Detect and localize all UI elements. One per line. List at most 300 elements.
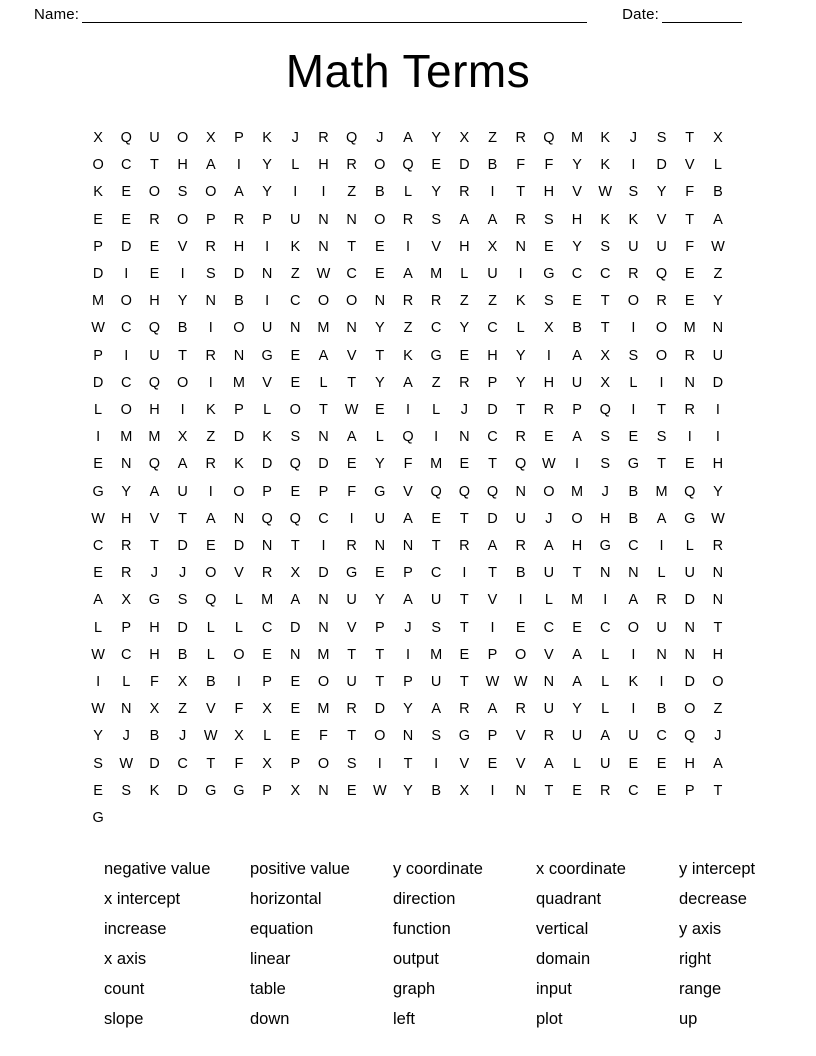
grid-letter: A: [93, 592, 103, 609]
grid-letter: O: [289, 402, 301, 419]
grid-letter: I: [405, 238, 410, 255]
grid-letter: Q: [346, 130, 358, 146]
grid-letter: E: [656, 755, 667, 772]
grid-letter: Y: [374, 592, 385, 609]
grid-letter: E: [374, 565, 385, 582]
grid-letter: R: [684, 402, 695, 419]
grid-letter: D: [177, 782, 188, 799]
word-list-item: negative value: [104, 860, 211, 879]
grid-letter: L: [206, 619, 215, 636]
date-label: Date:: [622, 6, 659, 23]
grid-letter: S: [544, 293, 554, 310]
grid-letter: O: [120, 293, 132, 310]
word-list-item: graph: [393, 980, 436, 999]
grid-letter: E: [572, 782, 582, 799]
grid-letter: F: [234, 701, 244, 718]
grid-letter: N: [543, 674, 555, 691]
grid-letter: Y: [515, 347, 526, 364]
grid-letter: C: [543, 619, 555, 636]
grid-letter: R: [149, 211, 160, 228]
grid-letter: Z: [347, 184, 357, 201]
grid-letter: E: [459, 646, 470, 663]
grid-letter: O: [148, 184, 161, 201]
grid-letter: P: [572, 402, 582, 419]
grid-letter: C: [599, 619, 611, 636]
grid-letter: Q: [120, 130, 132, 146]
grid-letter: N: [628, 565, 639, 582]
grid-letter: B: [374, 184, 385, 201]
grid-letter: M: [232, 374, 245, 391]
grid-letter: E: [346, 456, 357, 473]
grid-letter: A: [403, 266, 413, 283]
grid-letter: W: [485, 674, 500, 691]
grid-letter: I: [124, 266, 129, 283]
grid-letter: D: [92, 266, 104, 283]
grid-letter: F: [685, 184, 695, 201]
grid-letter: Q: [655, 266, 668, 283]
grid-letter: E: [262, 646, 272, 663]
grid-letter: N: [684, 619, 695, 636]
grid-letter: L: [601, 646, 610, 663]
grid-letter: J: [601, 483, 609, 500]
grid-letter: S: [600, 238, 611, 255]
grid-letter: P: [93, 347, 103, 364]
grid-letter: L: [263, 402, 272, 419]
grid-letter: R: [346, 157, 357, 174]
grid-letter: T: [459, 619, 469, 636]
grid-letter: C: [571, 266, 583, 283]
grid-letter: N: [684, 646, 695, 663]
grid-letter: V: [459, 755, 470, 772]
grid-letter: L: [432, 402, 441, 419]
grid-letter: R: [543, 728, 555, 745]
grid-letter: T: [516, 402, 526, 419]
grid-letter: F: [319, 728, 328, 745]
grid-letter: R: [543, 402, 555, 419]
grid-letter: N: [684, 374, 695, 391]
grid-letter: R: [515, 429, 526, 446]
grid-letter: E: [374, 266, 385, 283]
grid-letter: K: [600, 130, 611, 146]
grid-letter: F: [347, 483, 357, 500]
grid-letter: Y: [713, 293, 723, 310]
grid-letter: O: [233, 646, 245, 663]
grid-letter: T: [150, 538, 159, 555]
word-list-item: decrease: [679, 890, 747, 909]
grid-letter: Z: [178, 701, 188, 718]
grid-letter: A: [403, 130, 413, 146]
grid-letter: I: [208, 320, 213, 337]
grid-letter: K: [600, 157, 611, 174]
grid-letter: E: [290, 701, 301, 718]
grid-letter: B: [177, 646, 188, 663]
grid-letter: Y: [572, 701, 582, 718]
grid-letter: O: [571, 510, 583, 527]
grid-letter: X: [600, 374, 611, 391]
grid-letter: L: [573, 755, 582, 772]
grid-letter: Y: [431, 184, 441, 201]
grid-letter: R: [261, 565, 273, 582]
grid-letter: E: [93, 456, 103, 473]
grid-letter: X: [600, 347, 611, 364]
grid-letter: V: [262, 374, 272, 391]
grid-letter: I: [687, 429, 692, 446]
grid-letter: H: [149, 293, 160, 310]
grid-letter: M: [570, 483, 584, 500]
grid-letter: G: [374, 483, 386, 500]
grid-letter: I: [518, 592, 523, 609]
grid-letter: E: [684, 293, 695, 310]
grid-letter: I: [715, 429, 720, 446]
grid-letter: H: [684, 755, 695, 772]
grid-letter: Y: [374, 374, 385, 391]
grid-letter: X: [121, 592, 132, 609]
grid-letter: P: [487, 728, 498, 745]
grid-letter: A: [487, 211, 498, 228]
grid-letter: A: [234, 184, 244, 201]
grid-letter: U: [656, 619, 667, 636]
grid-letter: J: [404, 619, 412, 636]
grid-letter: O: [317, 674, 330, 691]
page-title: Math Terms: [285, 45, 531, 97]
grid-letter: I: [715, 402, 720, 419]
word-list-item: function: [393, 920, 451, 939]
grid-letter: I: [96, 674, 101, 691]
grid-letter: D: [684, 674, 695, 691]
grid-letter: E: [628, 429, 639, 446]
grid-letter: S: [431, 211, 441, 228]
grid-letter: Q: [515, 456, 527, 473]
grid-letter: V: [572, 184, 582, 201]
grid-letter: I: [462, 565, 467, 582]
word-list-item: slope: [104, 1010, 144, 1029]
grid-letter: A: [572, 674, 582, 691]
grid-letter: J: [178, 565, 187, 582]
grid-letter: R: [121, 538, 132, 555]
grid-letter: R: [233, 211, 245, 228]
grid-letter: X: [290, 565, 301, 582]
grid-letter: U: [543, 565, 555, 582]
word-list-item: left: [393, 1010, 416, 1029]
grid-letter: L: [629, 374, 638, 391]
grid-letter: H: [149, 619, 160, 636]
grid-letter: S: [600, 429, 611, 446]
grid-letter: J: [545, 510, 553, 527]
grid-letter: A: [656, 510, 667, 527]
grid-letter: L: [657, 565, 666, 582]
grid-letter: F: [234, 755, 244, 772]
grid-letter: U: [346, 592, 357, 609]
grid-letter: A: [346, 429, 357, 446]
grid-letter: C: [628, 538, 639, 555]
grid-letter: A: [403, 510, 413, 527]
grid-letter: E: [544, 429, 554, 446]
grid-letter: A: [205, 510, 216, 527]
grid-letter: W: [119, 755, 134, 772]
grid-letter: L: [319, 374, 328, 391]
grid-letter: S: [346, 755, 357, 772]
grid-letter: I: [631, 701, 636, 718]
grid-letter: M: [655, 483, 668, 500]
grid-letter: R: [515, 701, 526, 718]
grid-letter: I: [518, 266, 523, 283]
grid-letter: C: [346, 266, 357, 283]
grid-letter: E: [93, 211, 103, 228]
grid-letter: A: [487, 538, 498, 555]
grid-letter: B: [572, 320, 582, 337]
grid-letter: Q: [430, 483, 442, 500]
grid-letter: E: [290, 483, 301, 500]
word-list-item: table: [250, 980, 286, 999]
word-list-item: quadrant: [536, 890, 602, 909]
grid-letter: G: [92, 483, 104, 500]
grid-letter: D: [487, 402, 498, 419]
grid-letter: I: [434, 429, 439, 446]
grid-letter: N: [599, 565, 611, 582]
grid-letter: Z: [488, 130, 497, 146]
grid-letter: P: [262, 483, 272, 500]
grid-letter: Z: [403, 320, 413, 337]
grid-letter: G: [684, 510, 696, 527]
grid-letter: S: [93, 755, 103, 772]
grid-letter: D: [233, 266, 245, 283]
grid-letter: O: [374, 728, 386, 745]
grid-letter: I: [631, 157, 636, 174]
grid-letter: J: [178, 728, 187, 745]
word-list-item: up: [679, 1010, 698, 1029]
grid-letter: H: [177, 157, 188, 174]
grid-letter: V: [149, 510, 160, 527]
grid-letter: R: [684, 347, 695, 364]
grid-letter: I: [124, 347, 129, 364]
grid-letter: I: [659, 674, 664, 691]
grid-letter: R: [656, 293, 667, 310]
grid-letter: C: [121, 320, 132, 337]
grid-letter: S: [628, 347, 639, 364]
word-list-item: horizontal: [250, 890, 322, 909]
grid-letter: P: [93, 238, 103, 255]
word-list-item: y intercept: [679, 860, 756, 879]
word-list-item: increase: [104, 920, 167, 939]
grid-letter: E: [374, 238, 385, 255]
grid-letter: E: [459, 456, 470, 473]
grid-letter: O: [176, 374, 189, 391]
grid-letter: U: [149, 130, 160, 146]
grid-letter: H: [149, 402, 160, 419]
grid-letter: L: [375, 429, 384, 446]
date-write-line[interactable]: [662, 9, 742, 23]
grid-letter: Z: [206, 429, 216, 446]
grid-letter: I: [405, 646, 410, 663]
grid-letter: I: [349, 510, 354, 527]
grid-letter: N: [233, 510, 245, 527]
grid-letter: U: [177, 483, 188, 500]
grid-letter: N: [656, 646, 667, 663]
grid-letter: U: [346, 674, 357, 691]
grid-letter: I: [180, 266, 185, 283]
grid-letter: N: [318, 619, 329, 636]
word-list-item: linear: [250, 950, 291, 969]
grid-letter: L: [94, 402, 103, 419]
grid-letter: X: [262, 755, 272, 772]
grid-letter: A: [572, 429, 582, 446]
grid-letter: O: [317, 755, 330, 772]
grid-letter: J: [291, 130, 299, 146]
grid-letter: E: [628, 755, 639, 772]
word-search-grid: [84, 125, 732, 832]
grid-letter: N: [459, 429, 470, 446]
grid-letter: A: [318, 347, 329, 364]
grid-letter: C: [430, 565, 442, 582]
grid-letter: I: [490, 782, 495, 799]
grid-letter: M: [317, 701, 330, 718]
grid-letter: A: [713, 755, 723, 772]
grid-letter: E: [346, 782, 357, 799]
grid-letter: B: [628, 483, 639, 500]
grid-letter: W: [91, 320, 105, 337]
grid-letter: W: [316, 266, 331, 283]
grid-letter: Z: [488, 293, 497, 310]
grid-letter: H: [459, 238, 470, 255]
grid-letter: M: [570, 592, 584, 609]
grid-letter: K: [290, 238, 301, 255]
grid-letter: T: [488, 456, 497, 473]
grid-letter: D: [712, 374, 724, 391]
grid-letter: A: [149, 483, 160, 500]
grid-letter: X: [544, 320, 554, 337]
grid-letter: G: [430, 347, 442, 364]
grid-letter: U: [374, 510, 386, 527]
grid-letter: C: [121, 374, 132, 391]
grid-letter: D: [290, 619, 301, 636]
grid-letter: T: [516, 184, 526, 201]
grid-letter: D: [121, 238, 132, 255]
grid-letter: E: [515, 619, 526, 636]
grid-letter: Z: [431, 374, 441, 391]
grid-letter: D: [318, 456, 329, 473]
grid-letter: B: [487, 157, 498, 174]
grid-letter: U: [430, 592, 442, 609]
grid-letter: I: [236, 674, 241, 691]
grid-letter: V: [177, 238, 188, 255]
grid-letter: U: [543, 701, 555, 718]
grid-letter: H: [149, 646, 160, 663]
grid-letter: G: [205, 782, 217, 799]
grid-letter: S: [600, 456, 611, 473]
word-list-item: right: [679, 950, 712, 969]
grid-letter: M: [683, 320, 696, 337]
grid-letter: O: [205, 565, 217, 582]
grid-letter: U: [571, 728, 583, 745]
grid-letter: H: [543, 374, 555, 391]
grid-letter: E: [290, 728, 301, 745]
grid-letter: T: [178, 510, 188, 527]
grid-letter: G: [599, 538, 611, 555]
grid-letter: E: [149, 266, 160, 283]
grid-letter: U: [290, 211, 301, 228]
grid-letter: D: [656, 157, 667, 174]
grid-letter: E: [572, 293, 582, 310]
grid-letter: Q: [289, 510, 301, 527]
grid-letter: W: [542, 456, 556, 473]
grid-letter: E: [431, 510, 441, 527]
grid-letter: P: [262, 211, 272, 228]
grid-letter: H: [599, 510, 611, 527]
word-list-item: direction: [393, 890, 456, 909]
grid-letter: T: [459, 674, 469, 691]
grid-letter: P: [374, 619, 385, 636]
word-list-item: count: [104, 980, 145, 999]
grid-letter: Y: [515, 374, 526, 391]
grid-letter: G: [346, 565, 358, 582]
grid-letter: S: [656, 130, 667, 146]
grid-letter: R: [346, 538, 357, 555]
grid-letter: V: [515, 755, 526, 772]
grid-letter: C: [261, 619, 273, 636]
grid-letter: C: [318, 510, 329, 527]
grid-letter: S: [656, 429, 667, 446]
grid-letter: N: [121, 701, 132, 718]
grid-letter: R: [205, 456, 217, 473]
grid-letter: Q: [543, 130, 555, 146]
grid-letter: G: [261, 347, 273, 364]
grid-letter: E: [684, 266, 695, 283]
grid-letter: T: [347, 646, 357, 663]
grid-letter: D: [684, 592, 695, 609]
grid-letter: X: [487, 238, 498, 255]
grid-letter: T: [347, 238, 357, 255]
grid-letter: H: [487, 347, 498, 364]
word-list-item: equation: [250, 920, 314, 939]
grid-letter: O: [627, 619, 640, 636]
grid-letter: O: [346, 293, 358, 310]
grid-letter: W: [598, 184, 613, 201]
grid-letter: Y: [572, 157, 582, 174]
grid-letter: K: [628, 674, 639, 691]
grid-letter: W: [203, 728, 218, 745]
grid-letter: T: [375, 347, 385, 364]
grid-letter: K: [149, 782, 160, 799]
grid-letter: V: [515, 728, 526, 745]
grid-letter: R: [515, 538, 526, 555]
grid-letter: B: [713, 184, 723, 201]
grid-letter: N: [318, 211, 329, 228]
grid-letter: R: [346, 701, 357, 718]
grid-letter: P: [684, 782, 695, 799]
grid-letter: E: [290, 674, 301, 691]
grid-letter: N: [712, 565, 724, 582]
grid-letter: T: [459, 592, 469, 609]
word-list-item: vertical: [536, 920, 589, 939]
grid-letter: T: [544, 782, 554, 799]
grid-letter: Y: [403, 782, 413, 799]
grid-letter: G: [627, 456, 640, 473]
grid-letter: K: [262, 130, 272, 146]
grid-letter: A: [487, 701, 498, 718]
grid-letter: E: [656, 782, 667, 799]
grid-letter: P: [487, 374, 498, 391]
grid-letter: T: [600, 320, 610, 337]
grid-letter: T: [319, 402, 328, 419]
grid-letter: Q: [599, 402, 611, 419]
grid-letter: M: [92, 293, 105, 310]
grid-letter: U: [571, 374, 583, 391]
name-write-line[interactable]: [82, 9, 587, 23]
grid-letter: O: [176, 211, 189, 228]
grid-letter: V: [656, 211, 667, 228]
grid-letter: Y: [177, 293, 188, 310]
grid-letter: C: [599, 266, 611, 283]
